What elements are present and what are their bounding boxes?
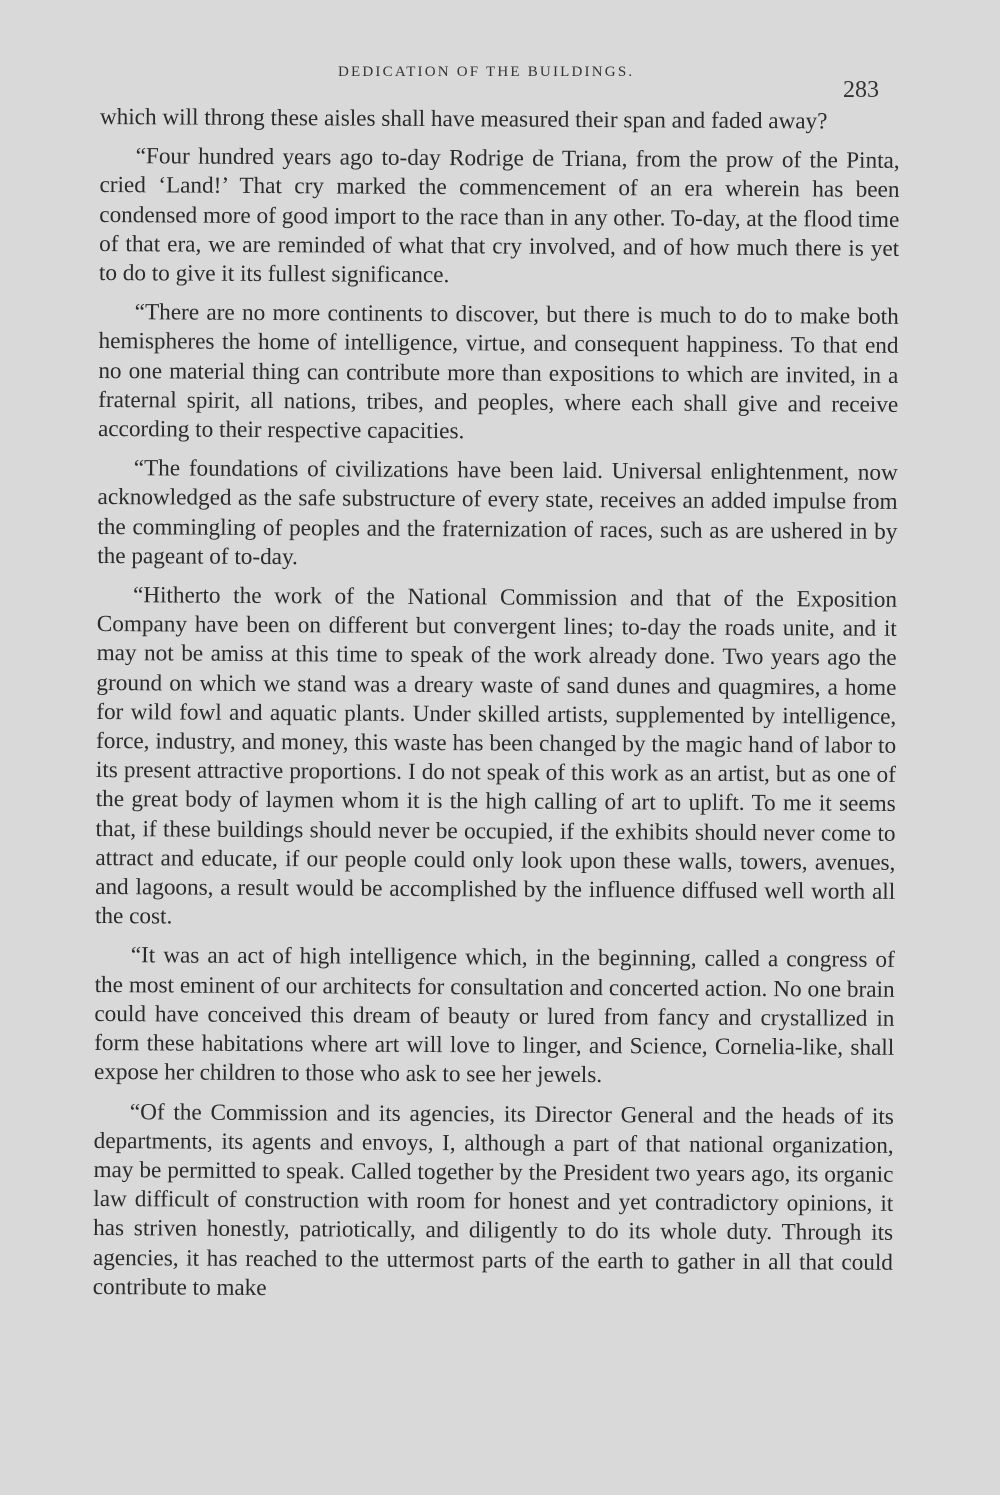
paragraph-continents: “There are no more continents to discover, but there is much to do to make both hemispheres the home of intelligence, virtue, and consequent happiness. To that end no one material thing can contribute more than expositions to which are invited, in a fraternal spirit, all nations, tribes, and peoples, where each shall give and receive according to their respective capacities. bbox=[97, 299, 899, 445]
paragraph-commission: “Of the Commission and its agencies, its Director General and the heads of its departments, its agents and envoys, I, although a part of that national organization, may be permitted to speak. Called together by the President two years ago, its organic law difficult of construction with room for honest and yet contradictory opinions, it has striven honestly, patriotically, and diligently to do its whole duty. Through its agencies, it has reached to the uttermost parts of the earth to gather in all that could contribute to make bbox=[92, 1098, 894, 1301]
running-head: DEDICATION OF THE BUILDINGS. bbox=[338, 64, 635, 80]
paragraph-continuation: which will throng these aisles shall have measured their span and faded away? bbox=[99, 103, 828, 135]
page-header bbox=[0, 62, 1000, 102]
paragraph-foundations: “The foundations of civilizations have been laid. Universal enlightenment, now acknowledged as the safe substructure of every state, receives an added impulse from the commingling of peoples and the fraternization of races, such as are ushered in by the pageant of to-day. bbox=[97, 455, 898, 571]
page-number: 283 bbox=[843, 77, 879, 103]
paragraph-hitherto: “Hitherto the work of the National Commission and that of the Exposition Company have been on different but convergent lines; to-day the roads unite, and it may not be amiss at this time to speak of the work already done. Two years ago the ground on which we stand was a dreary waste of sand dunes and quagmires, a home for wild fowl and aquatic plants. Under skilled artists, supplemented by intelligence, force, industry, and money, this waste has been changed by the magic hand of labor to its present attractive proportions. I do not speak of this work as an artist, but as one of the great body of laymen whom it is the high calling of art to uplift. To me it seems that, if these buildings should never be occupied, if the exhibits should never come to attract and educate, if our people could only look upon these walls, towers, avenues, and lagoons, a result would be accomplished by the influence diffused well worth all the cost. bbox=[94, 582, 898, 930]
body-text bbox=[93, 103, 900, 1317]
paragraph-triana: “Four hundred years ago to-day Rodrige de Triana, from the prow of the Pinta, cried ‘Land!’ That cry marked the commencement of an era wherein has been condensed more of good import to the race than in any other. To-day, at the flood time of that era, we are reminded of what that cry involved, and of how much there is yet to do to give it its fullest significance. bbox=[98, 143, 900, 289]
paragraph-architects: “It was an act of high intelligence which, in the beginning, called a congress of the most eminent of our architects for consultation and concerted action. No one brain could have conceived this dream of beauty or lured from fancy and crystallized in form these habitations where art will love to linger, and Science, Cornelia-like, shall expose her children to those who ask to see her jewels. bbox=[93, 942, 895, 1089]
